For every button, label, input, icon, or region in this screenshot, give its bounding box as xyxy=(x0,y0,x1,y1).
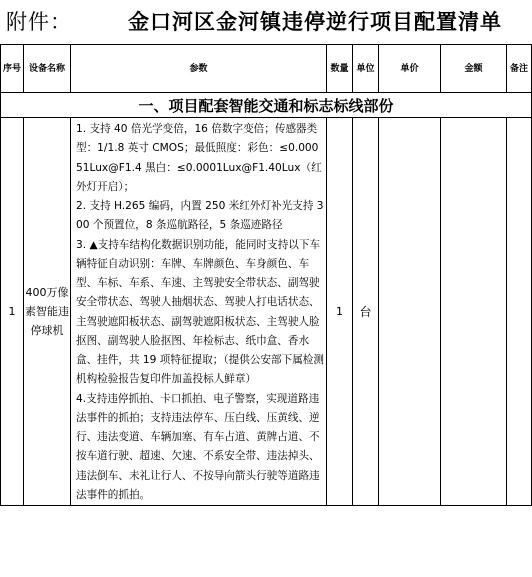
header-qty: 数量 xyxy=(327,45,353,93)
section-row xyxy=(1,93,532,118)
cell-unit: 台 xyxy=(353,118,379,506)
header-params: 参数 xyxy=(71,45,327,93)
document-title: 金口河区金河镇违停逆行项目配置清单 xyxy=(128,10,502,34)
title-row xyxy=(0,0,532,44)
header-unit: 单位 xyxy=(353,45,379,93)
cell-seq: 1 xyxy=(1,118,24,506)
cell-unit-price xyxy=(379,118,441,506)
header-amount: 金额 xyxy=(441,45,507,93)
section-title: 一、项目配套智能交通和标志标线部份 xyxy=(1,93,532,118)
header-note: 备注 xyxy=(507,45,532,93)
cell-params xyxy=(71,118,327,506)
param-line: 2. 支持 H.265 编码，内置 250 米红外灯补光支持 300 个预置位，8 条巡航路径，5 条巡迹路径 xyxy=(76,200,324,232)
cell-note xyxy=(507,118,532,506)
header-seq: 序号 xyxy=(1,45,24,93)
config-table xyxy=(0,44,532,506)
cell-device-name: 400万像素智能违停球机 xyxy=(24,118,71,506)
param-line: 3. ▲支持车结构化数据识别功能，能同时支持以下车辆特征自动识别：车牌、车牌颜色、车身颜色、车型、车标、车系、车速、主驾驶安全带状态、副驾驶安全带状态、驾驶人抽烟状态、驾驶人打电话状态、主驾驶遮阳板状态、副驾驶遮阳板状态、主驾驶人脸抠图、副驾驶人脸抠图、年检标志、纸巾盒、香水盒、挂件，共 19 项特征提取；（提供公安部下属检测机构检验报告复印件加盖投标人鲜章） xyxy=(76,238,324,386)
header-name: 设备名称 xyxy=(24,45,71,93)
cell-amount xyxy=(441,118,507,506)
param-line: 4.支持违停抓拍、卡口抓拍、电子警察，实现道路违法事件的抓拍；支持违法停车、压白线、压黄线、逆行、违法变道、车辆加塞、有车占道、黄牌占道、不按车道行驶、超速、欠速、不系安全带、违法掉头、违法倒车、未礼让行人、不按导向箭头行驶等道路违法事件的抓拍。 xyxy=(76,392,320,501)
header-row xyxy=(1,45,532,93)
attachment-label: 附件： xyxy=(6,10,72,34)
param-line: 1. 支持 40 倍光学变倍，16 倍数字变倍；传感器类型：1/1.8 英寸 CMOS；最低照度：彩色：≤0.00051Lux@F1.4 黑白：≤0.0001Lux@F1.40Lux（红外灯开启）； xyxy=(76,123,322,193)
cell-qty: 1 xyxy=(327,118,353,506)
header-unit-price: 单价 xyxy=(379,45,441,93)
table-row xyxy=(1,118,532,506)
